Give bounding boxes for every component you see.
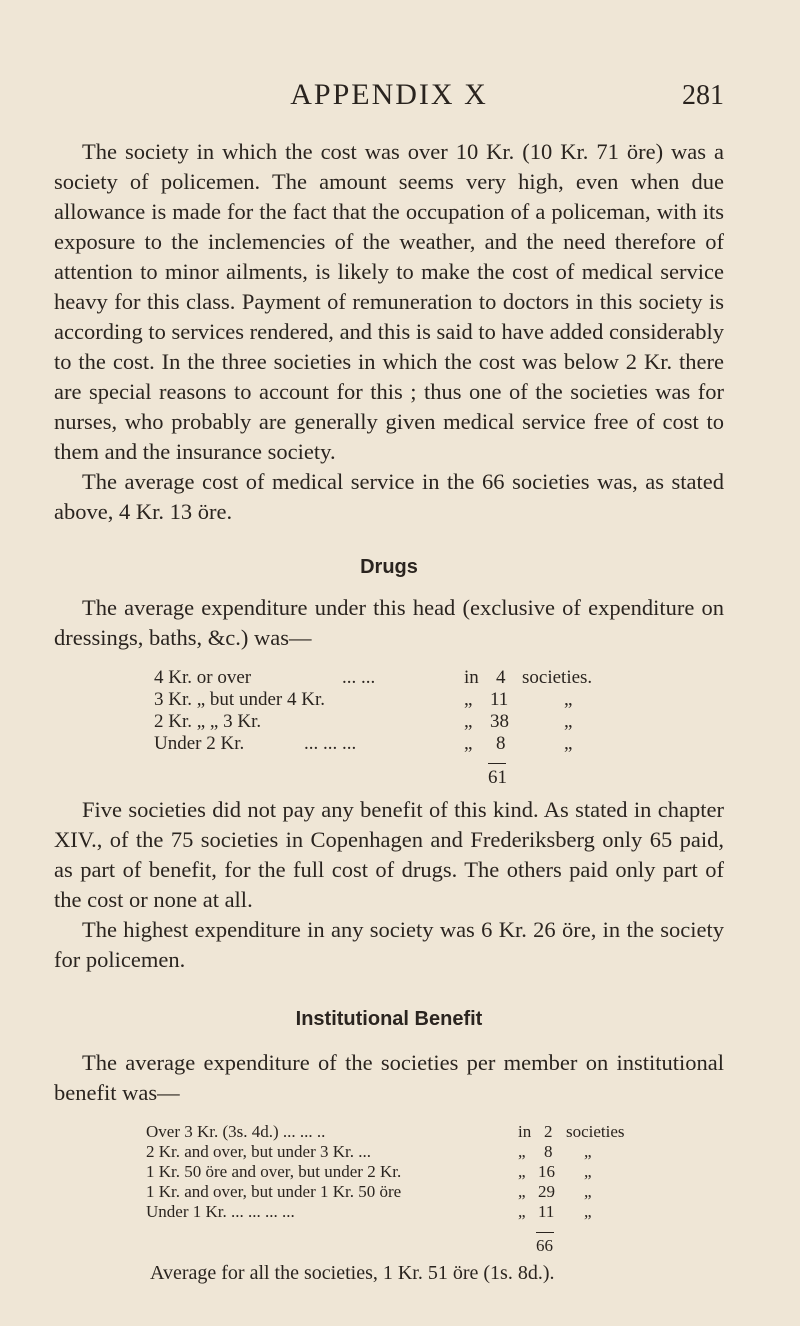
table-row <box>146 1122 706 1142</box>
drugs-expenditure-table <box>154 667 714 795</box>
paragraph-drugs-intro: The average expenditure under this head (exclusive of expenditure on dressings, baths, &c.) was— <box>54 595 724 650</box>
row-count: 11 <box>538 1202 555 1221</box>
table-row <box>154 733 714 755</box>
running-title: APPENDIX X <box>290 78 488 111</box>
table-row <box>146 1162 706 1182</box>
total-rule <box>536 1232 554 1233</box>
row-label: 2 Kr. „ „ 3 Kr. <box>154 711 262 732</box>
section-heading-institutional-benefit: Institutional Benefit <box>295 1008 483 1030</box>
row-unit: „ <box>584 1142 592 1161</box>
paragraph-institutional-intro: The average expenditure of the societies per member on institutional benefit was— <box>54 1050 724 1105</box>
institutional-total: 66 <box>536 1236 553 1255</box>
row-unit: societies. <box>522 667 593 688</box>
row-unit: „ <box>584 1202 592 1221</box>
row-label: 1 Kr. and over, but under 1 Kr. 50 öre <box>146 1182 402 1201</box>
row-prep: „ <box>518 1182 526 1201</box>
table-row <box>154 667 714 689</box>
row-unit: „ <box>584 1182 592 1201</box>
row-count: 11 <box>490 689 509 710</box>
page-content <box>54 137 724 1288</box>
row-prep: in <box>464 667 479 688</box>
row-label: Over 3 Kr. (3s. 4d.) ... ... .. <box>146 1122 326 1141</box>
row-count: 38 <box>490 711 509 732</box>
row-leader: ... ... <box>342 667 376 688</box>
row-count: 16 <box>538 1162 555 1181</box>
row-label: 2 Kr. and over, but under 3 Kr. ... <box>146 1142 372 1161</box>
row-count: 8 <box>496 733 506 754</box>
row-prep: „ <box>464 733 473 754</box>
row-prep: „ <box>518 1142 526 1161</box>
paragraph-drugs-benefit: Five societies did not pay any benefit of this kind. As stated in chapter XIV., of the 75 societies in Copenhagen and Frederiksberg only 65 paid, as part of benefit, for the full cost of drugs. The others paid only part of the cost or none at all. <box>54 797 724 912</box>
row-prep: „ <box>464 689 473 710</box>
drugs-total: 61 <box>488 767 507 788</box>
row-label: 3 Kr. „ but under 4 Kr. <box>154 689 325 710</box>
institutional-expenditure-table <box>146 1122 706 1258</box>
row-count: 2 <box>544 1122 553 1141</box>
table-row <box>146 1182 706 1202</box>
row-prep: „ <box>518 1162 526 1181</box>
row-prep: „ <box>464 711 473 732</box>
paragraph-highest-expenditure: The highest expenditure in any society was 6 Kr. 26 öre, in the society for policemen. <box>54 917 724 972</box>
row-unit: „ <box>564 689 573 710</box>
row-label: 4 Kr. or over <box>154 667 252 688</box>
row-unit: societies <box>566 1122 625 1141</box>
table-row <box>146 1202 706 1222</box>
row-unit: „ <box>564 733 573 754</box>
row-count: 8 <box>544 1142 553 1161</box>
row-prep: „ <box>518 1202 526 1221</box>
page-number: 281 <box>682 80 724 111</box>
row-count: 4 <box>496 667 506 688</box>
paragraph-average-medical-cost: The average cost of medical service in the 66 societies was, as stated above, 4 Kr. 13 öre. <box>54 469 724 524</box>
average-institutional-benefit: Average for all the societies, 1 Kr. 51 öre (1s. 8d.). <box>150 1262 555 1284</box>
row-unit: „ <box>564 711 573 732</box>
row-unit: „ <box>584 1162 592 1181</box>
table-row <box>154 689 714 711</box>
row-label: Under 1 Kr. ... ... ... ... <box>146 1202 295 1221</box>
row-prep: in <box>518 1122 532 1141</box>
page-header <box>54 78 724 118</box>
paragraph-policemen-cost: The society in which the cost was over 10 Kr. (10 Kr. 71 öre) was a society of policemen. The amount seems very high, even when due allowance is made for the fact that the occupation of a policeman, with its exposure to the inclemencies of the weather, and the need therefore of attention to minor ailments, is likely to make the cost of medical service heavy for this class. Payment of remuneration to doctors in this society is according to services rendered, and this is said to have added considerably to the cost. In the three societies in which the cost was below 2 Kr. there are special reasons to account for this ; thus one of the societies was for nurses, who probably are generally given medical service free of cost to them and the insurance society. <box>54 139 724 464</box>
table-row <box>146 1142 706 1162</box>
table-row <box>154 711 714 733</box>
row-label: Under 2 Kr. <box>154 733 245 754</box>
total-rule <box>488 763 506 764</box>
section-heading-drugs: Drugs <box>360 556 418 578</box>
row-leader: ... ... ... <box>304 733 357 754</box>
row-count: 29 <box>538 1182 555 1201</box>
row-label: 1 Kr. 50 öre and over, but under 2 Kr. <box>146 1162 402 1181</box>
